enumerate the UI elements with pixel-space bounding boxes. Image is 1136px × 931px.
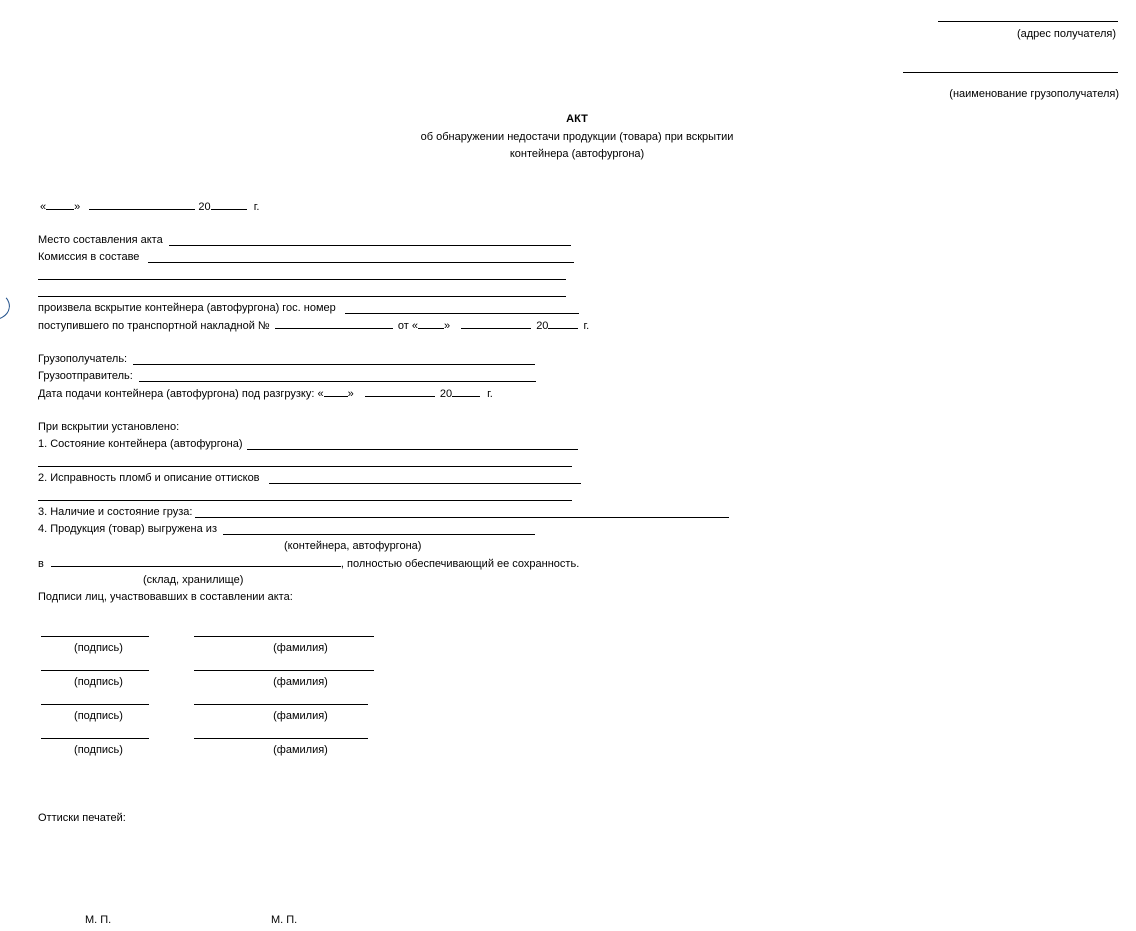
unloaded-from-field[interactable] <box>223 534 535 535</box>
waybill-day-field[interactable] <box>418 319 444 329</box>
place-field[interactable] <box>169 245 571 246</box>
waybill-year-prefix: 20 <box>536 320 549 332</box>
cargo-state-field[interactable] <box>195 517 729 518</box>
stamp-place-left: М. П. <box>85 914 112 926</box>
waybill-month-field[interactable] <box>461 319 531 329</box>
commission-label: Комиссия в составе <box>38 251 140 263</box>
surname-caption: (фамилия) <box>273 744 328 756</box>
place-label: Место составления акта <box>38 234 163 246</box>
shipper-field[interactable] <box>139 381 536 382</box>
waybill-quote-close: » <box>443 320 451 332</box>
signature-field[interactable] <box>41 636 149 637</box>
document-title: АКТ <box>566 113 588 125</box>
delivery-year-prefix: 20 <box>439 388 453 400</box>
waybill-year-suffix: г. <box>583 320 590 332</box>
stamps-heading: Оттиски печатей: <box>38 812 126 824</box>
finding-item-3-label: 3. Наличие и состояние груза: <box>38 506 193 518</box>
commission-field[interactable] <box>148 262 574 263</box>
finding-item-4-label: 4. Продукция (товар) выгружена из <box>38 523 217 535</box>
surname-caption: (фамилия) <box>273 642 328 654</box>
into-prefix: в <box>38 558 44 570</box>
seals-field[interactable] <box>269 483 581 484</box>
surname-caption: (фамилия) <box>273 710 328 722</box>
signatures-heading: Подписи лиц, участвовавших в составлении акта: <box>38 591 293 603</box>
vehicle-number-field[interactable] <box>345 313 579 314</box>
container-state-field-line2[interactable] <box>38 466 572 467</box>
signature-field[interactable] <box>41 738 149 739</box>
document-date <box>40 200 259 214</box>
surname-field[interactable] <box>194 636 374 637</box>
decorative-arc <box>0 287 12 323</box>
commission-field-line3[interactable] <box>38 296 566 297</box>
delivery-year-field[interactable] <box>452 387 480 397</box>
delivery-quote-close: » <box>347 388 354 400</box>
warehouse-field[interactable] <box>51 557 341 567</box>
date-year-suffix: г. <box>253 201 260 213</box>
delivery-date-line <box>38 387 493 401</box>
finding-item-2-label: 2. Исправность пломб и описание оттисков <box>38 472 260 484</box>
surname-field[interactable] <box>194 738 368 739</box>
into-suffix: , полностью обеспечивающий ее сохранность. <box>340 558 580 570</box>
stamp-place-right: М. П. <box>271 914 298 926</box>
consignee-name-line[interactable] <box>903 72 1118 73</box>
warehouse-caption: (склад, хранилище) <box>143 574 244 586</box>
delivery-month-field[interactable] <box>365 387 435 397</box>
date-day-field[interactable] <box>46 200 74 210</box>
consignee-name-caption: (наименование грузополучателя) <box>949 88 1119 100</box>
document-subtitle-line1: об обнаружении недостачи продукции (товара) при вскрытии <box>420 131 734 143</box>
consignee-label: Грузополучатель: <box>38 353 128 365</box>
shipper-label: Грузоотправитель: <box>38 370 133 382</box>
delivery-date-label: Дата подачи контейнера (автофургона) под разгрузку: « <box>38 388 324 400</box>
surname-field[interactable] <box>194 670 374 671</box>
signature-caption: (подпись) <box>74 676 123 688</box>
signature-field[interactable] <box>41 670 149 671</box>
signature-caption: (подпись) <box>74 642 123 654</box>
date-close-quote: » <box>74 201 81 213</box>
date-open-quote: « <box>40 201 47 213</box>
surname-caption: (фамилия) <box>273 676 328 688</box>
recipient-address-caption: (адрес получателя) <box>1016 28 1116 40</box>
signature-field[interactable] <box>41 704 149 705</box>
recipient-address-line[interactable] <box>938 21 1118 22</box>
waybill-from-label: от « <box>397 320 418 332</box>
date-month-field[interactable] <box>89 200 195 210</box>
signature-caption: (подпись) <box>74 744 123 756</box>
finding-item-1-label: 1. Состояние контейнера (автофургона) <box>38 438 243 450</box>
surname-field[interactable] <box>194 704 368 705</box>
date-year-prefix: 20 <box>198 201 211 213</box>
waybill-year-field[interactable] <box>548 319 578 329</box>
seals-field-line2[interactable] <box>38 500 572 501</box>
waybill-line <box>38 319 589 333</box>
waybill-number-field[interactable] <box>275 319 393 329</box>
document-subtitle-line2: контейнера (автофургона) <box>509 148 645 160</box>
commission-field-line2[interactable] <box>38 279 566 280</box>
container-caption: (контейнера, автофургона) <box>284 540 422 552</box>
signature-caption: (подпись) <box>74 710 123 722</box>
into-line <box>38 557 579 571</box>
opened-label: произвела вскрытие контейнера (автофургона) гос. номер <box>38 302 336 314</box>
consignee-field[interactable] <box>133 364 535 365</box>
delivery-year-suffix: г. <box>487 388 493 400</box>
container-state-field[interactable] <box>247 449 578 450</box>
delivery-day-field[interactable] <box>324 387 348 397</box>
findings-heading: При вскрытии установлено: <box>38 421 180 433</box>
waybill-label: поступившего по транспортной накладной № <box>38 320 270 332</box>
date-year-field[interactable] <box>211 200 247 210</box>
